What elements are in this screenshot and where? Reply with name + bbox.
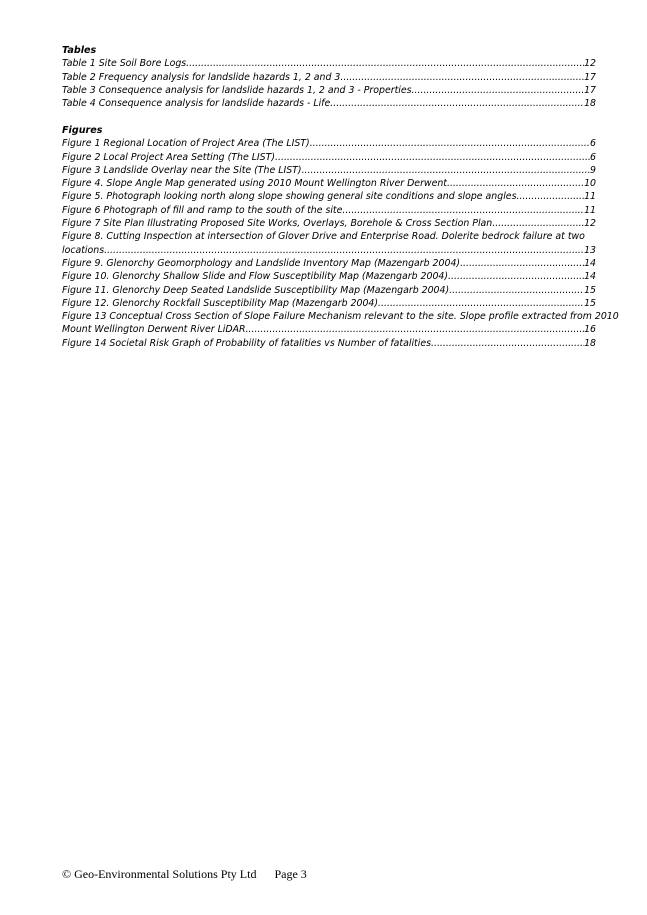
toc-page-number: 15 <box>584 297 596 309</box>
toc-page-number: 18 <box>584 337 596 349</box>
toc-entry-figure-4[interactable] <box>62 177 596 190</box>
toc-entry-figure-1[interactable] <box>62 137 596 150</box>
dot-leader <box>431 337 584 350</box>
dot-leader <box>460 257 584 270</box>
toc-page-number: 15 <box>584 284 596 296</box>
toc-entry-text: Figure 2 Local Project Area Setting (The LIST) <box>62 151 276 163</box>
dot-leader <box>246 323 585 336</box>
toc-entry-figure-3[interactable] <box>62 164 596 177</box>
dot-leader <box>340 71 584 84</box>
dot-leader <box>345 204 584 217</box>
dot-leader <box>186 57 584 70</box>
toc-entry-figure-13[interactable] <box>62 310 619 337</box>
toc-entry-text: Figure 1 Regional Location of Project Area (The LIST) <box>62 138 310 150</box>
dot-leader <box>378 297 584 310</box>
toc-entry-text-line-1: Figure 13 Conceptual Cross Section of Slope Failure Mechanism relevant to the site. Slope profile extracted from 2010 <box>62 311 619 323</box>
toc-entry-text: Figure 5. Photograph looking north along slope showing general site conditions and slope angles. <box>62 191 520 203</box>
toc-entry-text: Figure 6 Photograph of fill and ramp to the south of the site. <box>62 204 346 216</box>
dot-leader <box>330 97 584 110</box>
toc-entry-text: Table 2 Frequency analysis for landslide hazards 1, 2 and 3 <box>62 71 341 83</box>
toc-page-number: 6 <box>590 151 596 163</box>
toc-entry-table-4[interactable] <box>62 97 596 110</box>
toc-entry-table-1[interactable] <box>62 57 596 70</box>
toc-entry-text: Table 3 Consequence analysis for landslide hazards 1, 2 and 3 - Properties <box>62 84 412 96</box>
dot-leader <box>302 164 590 177</box>
toc-entry-text: Figure 9. Glenorchy Geomorphology and Landslide Inventory Map (Mazengarb 2004) <box>62 257 461 269</box>
toc-entry-figure-11[interactable] <box>62 284 596 297</box>
toc-page-number: 16 <box>584 324 596 336</box>
toc-entry-text-line-1: Figure 8. Cutting Inspection at intersection of Glover Drive and Enterprise Road. Dolerite bedrock failure at two <box>62 231 585 243</box>
toc-page-number: 11 <box>584 191 596 203</box>
toc-entry-figure-12[interactable] <box>62 297 596 310</box>
toc-page-number: 10 <box>584 178 596 190</box>
toc-page-number: 11 <box>584 204 596 216</box>
toc-entry-figure-6[interactable] <box>62 204 596 217</box>
toc-entry-text: Table 1 Site Soil Bore Logs <box>62 58 187 70</box>
toc-entry-text: Figure 12. Glenorchy Rockfall Susceptibility Map (Mazengarb 2004) <box>62 297 379 309</box>
toc-entry-text: Figure 3 Landslide Overlay near the Site (The LIST) <box>62 164 302 176</box>
toc-page-number: 12 <box>584 218 596 230</box>
dot-leader <box>310 137 590 150</box>
toc-entry-text: Figure 7 Site Plan Illustrating Proposed Site Works, Overlays, Borehole & Cross Section Plan <box>62 218 493 230</box>
toc-page-number: 18 <box>584 98 596 110</box>
toc-entry-table-2[interactable] <box>62 71 596 84</box>
toc-entry-figure-10[interactable] <box>62 270 596 283</box>
toc-page-number: 17 <box>584 84 596 96</box>
tables-heading: Tables <box>62 45 97 56</box>
toc-entry-figure-7[interactable] <box>62 217 596 230</box>
toc-entry-continuation <box>62 244 596 257</box>
toc-page-number: 9 <box>590 164 596 176</box>
dot-leader <box>275 151 590 164</box>
toc-entry-text: Figure 11. Glenorchy Deep Seated Landslide Susceptibility Map (Mazengarb 2004) <box>62 284 450 296</box>
toc-entry-figure-2[interactable] <box>62 151 596 164</box>
toc-entry-figure-8[interactable] <box>62 230 596 257</box>
toc-entry-continuation <box>62 323 596 336</box>
toc-page-number: 17 <box>584 71 596 83</box>
page-number-label: Page 3 <box>274 867 307 881</box>
dot-leader <box>104 244 584 257</box>
toc-page-number: 14 <box>584 271 596 283</box>
dot-leader <box>448 270 584 283</box>
dot-leader <box>447 177 584 190</box>
toc-entry-table-3[interactable] <box>62 84 596 97</box>
toc-entry-text: Table 4 Consequence analysis for landslide hazards - Life <box>62 98 331 110</box>
toc-entry-figure-5[interactable] <box>62 190 596 203</box>
toc-entry-figure-9[interactable] <box>62 257 596 270</box>
toc-page-number: 6 <box>590 138 596 150</box>
dot-leader <box>412 84 585 97</box>
table-of-contents <box>62 44 619 350</box>
dot-leader <box>449 284 584 297</box>
toc-entry-figure-14[interactable] <box>62 337 596 350</box>
toc-entry-text: Figure 10. Glenorchy Shallow Slide and Flow Susceptibility Map (Mazengarb 2004) <box>62 271 449 283</box>
dot-leader <box>492 217 584 230</box>
page-footer <box>62 867 307 882</box>
toc-entry-text: Mount Wellington Derwent River LiDAR <box>62 324 246 336</box>
toc-entry-text: locations <box>62 244 105 256</box>
copyright-text: © Geo-Environmental Solutions Pty Ltd <box>62 867 257 881</box>
toc-entry-text: Figure 14 Societal Risk Graph of Probability of fatalities vs Number of fatalities <box>62 337 431 349</box>
figures-heading: Figures <box>62 124 103 136</box>
toc-entry-text: Figure 4. Slope Angle Map generated using 2010 Mount Wellington River Derwent <box>62 178 447 190</box>
toc-page-number: 14 <box>584 257 596 269</box>
section-spacer <box>62 110 596 124</box>
toc-page-number: 13 <box>584 244 596 256</box>
dot-leader <box>519 190 584 203</box>
toc-page-number: 12 <box>584 58 596 70</box>
